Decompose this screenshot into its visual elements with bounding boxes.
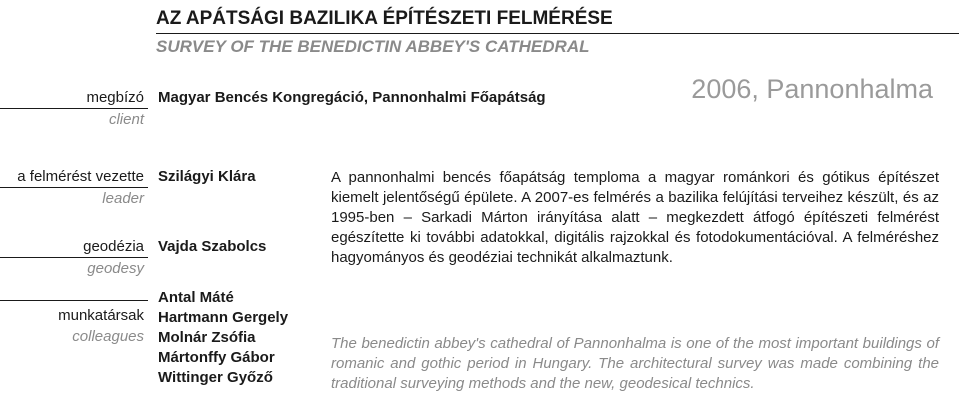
year-place: 2006, Pannonhalma (691, 74, 933, 104)
colleague-name: Antal Máté (158, 289, 234, 306)
role-sub-colleagues: colleagues (72, 328, 144, 345)
role-label-geodesy: geodézia (83, 238, 144, 255)
client-value: Magyar Bencés Kongregáció, Pannonhalmi Főapátság (158, 89, 546, 106)
colleague-list (158, 288, 288, 388)
page-title: AZ APÁTSÁGI BAZILIKA ÉPÍTÉSZETI FELMÉRÉSE (156, 8, 613, 29)
role-sub-leader: leader (102, 190, 144, 207)
role-divider (0, 108, 148, 109)
role-divider (0, 300, 148, 301)
role-divider (0, 257, 148, 258)
description-english: The benedictin abbey's cathedral of Pannonhalma is one of the most important buildings of romanic and gothic period in Hungary. The architectural survey was made combining the traditional surveying methods and the new, geodesical technics. (331, 335, 939, 392)
colleague-name: Mártonffy Gábor (158, 349, 275, 366)
colleague-name: Molnár Zsófia (158, 329, 256, 346)
leader-value: Szilágyi Klára (158, 168, 256, 185)
role-divider (0, 187, 148, 188)
colleague-name: Hartmann Gergely (158, 309, 289, 326)
role-sub-geodesy: geodesy (87, 260, 144, 277)
description-hungarian: A pannonhalmi bencés főapátság temploma a magyar románkori és gótikus építészet kiemelt jelentőségű épülete. A 2007-es felmérés a bazilika felújítási terveihez készült, és az 1995-ben – Sarkadi Márton irányítása alatt – megkezdett átfogó építészeti felmérést egészítette ki további adatokkal, digitális rajzokkal és fotodokumentációval. A felméréshez hagyományos és geodéziai technikát alkalmaztunk. (331, 169, 939, 266)
role-label-leader: a felmérést vezette (17, 168, 144, 185)
role-sub-client: client (108, 111, 144, 128)
role-label-colleagues: munkatársak (58, 307, 144, 324)
colleague-name: Wittinger Győző (158, 369, 273, 386)
title-underline (156, 33, 959, 34)
role-label-client: megbízó (86, 89, 144, 106)
geodesy-value: Vajda Szabolcs (158, 238, 267, 255)
page-subtitle: SURVEY OF THE BENEDICTIN ABBEY'S CATHEDRAL (156, 37, 590, 56)
